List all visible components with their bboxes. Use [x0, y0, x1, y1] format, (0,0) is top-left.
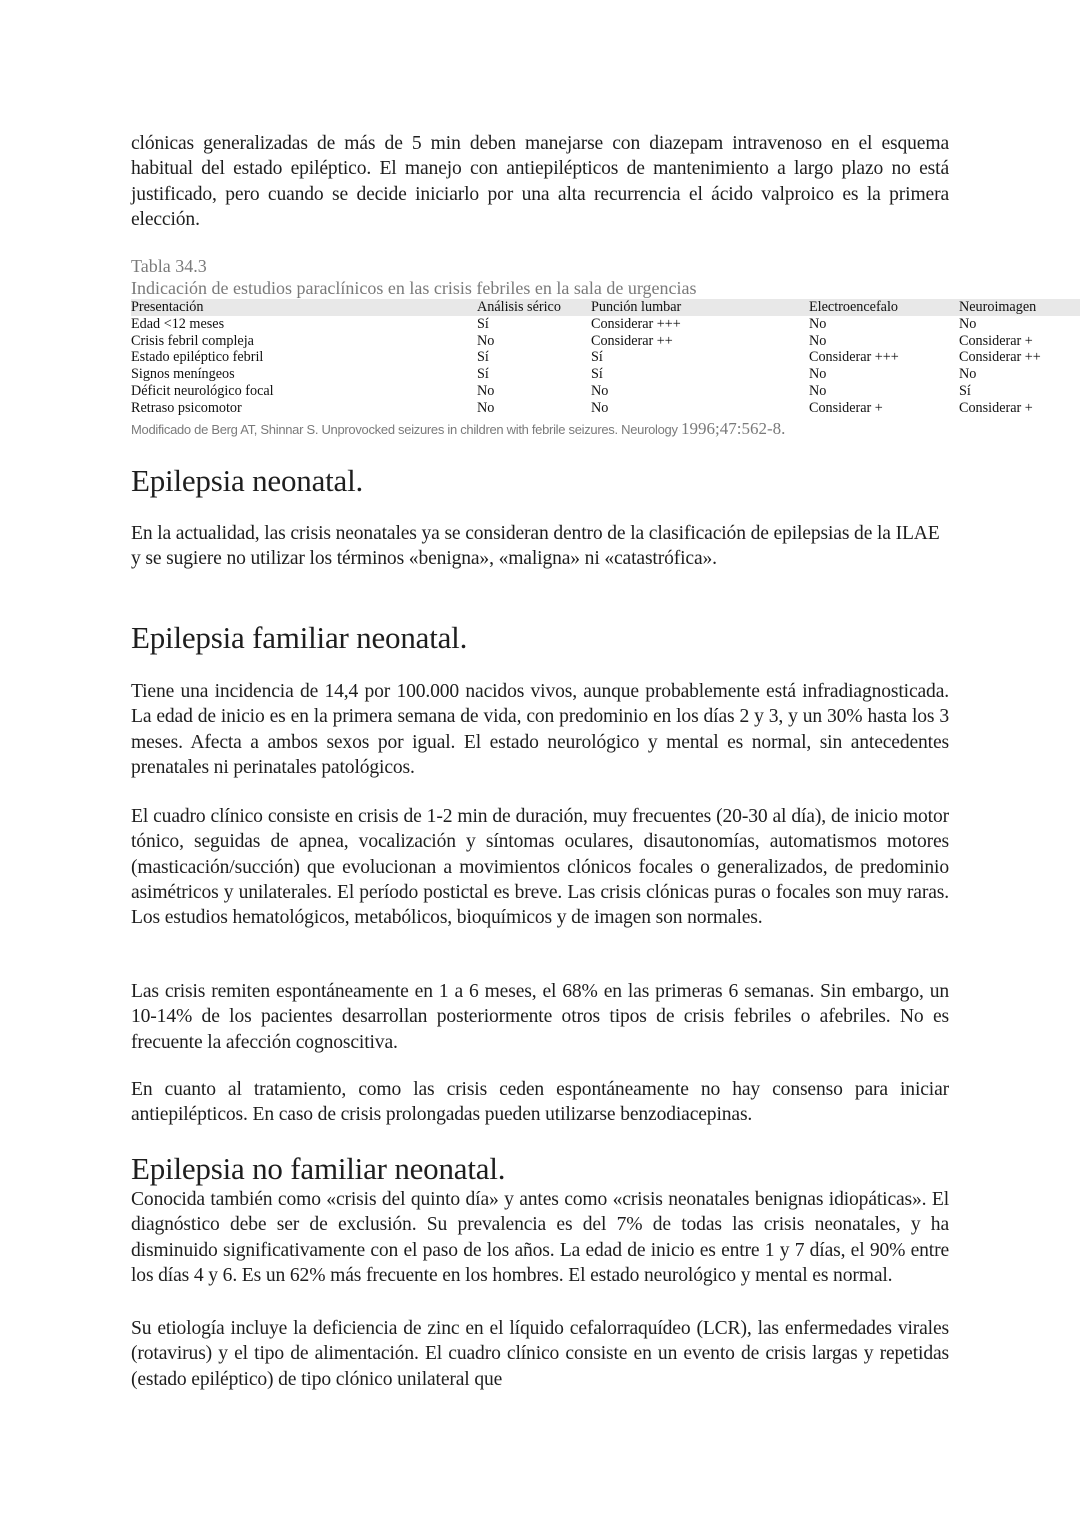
table-cell: No — [959, 366, 977, 383]
section-heading-epilepsia-familiar-neonatal: Epilepsia familiar neonatal. — [131, 620, 468, 655]
table-cell: Considerar + — [809, 399, 883, 416]
table-cell: Sí — [959, 382, 971, 399]
table-cell: Estado epiléptico febril — [131, 349, 264, 366]
table-title: Indicación de estudios paraclínicos en las crisis febriles en la sala de urgencias — [131, 278, 697, 298]
paraclinic-table-container — [131, 299, 1080, 417]
table-cell: Signos meníngeos — [131, 366, 235, 383]
section-paragraph: El cuadro clínico consiste en crisis de 1-2 min de duración, muy frecuentes (20-30 al día), de inicio motor tónico, seguidas de apnea, vocalización y síntomas oculares, disautonomías, automatismos motores (masticación/succión) que evolucionan a movimientos clónicos focales o generalizados, de predominio asimétricos y unilaterales. El período postictal es breve. Las crisis clónicas puras o focales son muy raras. Los estudios hematológicos, metabólicos, bioquímicos y de imagen son normales. — [131, 806, 949, 929]
column-header: Punción lumbar — [591, 299, 682, 315]
table-cell: Considerar +++ — [591, 315, 681, 332]
table-cell: Considerar + — [959, 399, 1033, 416]
section-heading-epilepsia-neonatal: Epilepsia neonatal. — [131, 463, 364, 498]
section-paragraph: Su etiología incluye la deficiencia de zinc en el líquido cefalorraquídeo (LCR), las enfermedades virales (rotavirus) y el tipo de alimentación. El cuadro clínico consiste en un evento de crisis largas y repetidas (estado epiléptico) de tipo clónico unilateral que — [131, 1318, 949, 1390]
table-label: Tabla 34.3 — [131, 256, 207, 276]
table-cell: No — [809, 382, 827, 399]
table-cell: Crisis febril compleja — [131, 332, 254, 349]
table-cell: Edad <12 meses — [131, 315, 225, 332]
intro-paragraph: clónicas generalizadas de más de 5 min deben manejarse con diazepam intravenoso en el esquema habitual del estado epiléptico. El manejo con antiepilépticos de mantenimiento a largo plazo no está justificado, pero cuando se decide iniciarlo por una alta recurrencia el ácido valproico es la primera elección. — [131, 133, 949, 230]
section-paragraph: Tiene una incidencia de 14,4 por 100.000 nacidos vivos, aunque probablemente está infradiagnosticada. La edad de inicio es en la primera semana de vida, con predominio en los días 2 y 3, y un 30% hasta los 3 meses. Afecta a ambos sexos por igual. El estado neurológico y mental es normal, sin antecedentes prenatales ni perinatales patológicos. — [131, 681, 949, 778]
table-cell: Sí — [591, 366, 603, 383]
table-cell: Sí — [591, 349, 603, 366]
source-text: Modificado de Berg AT, Shinnar S. Unprovocked seizures in children with febrile seizures. Neurology — [131, 422, 681, 437]
table-cell: No — [477, 382, 495, 399]
table-cell: Considerar ++ — [591, 332, 673, 349]
table-cell: No — [809, 315, 827, 332]
table-row — [131, 400, 1080, 417]
column-header: Neuroimagen — [959, 299, 1037, 315]
section-heading-epilepsia-no-familiar-neonatal: Epilepsia no familiar neonatal. — [131, 1151, 506, 1186]
table-cell: Considerar ++ — [959, 349, 1041, 366]
table-cell: No — [809, 332, 827, 349]
table-cell: No — [591, 399, 609, 416]
table-cell: Sí — [477, 349, 489, 366]
table-source-note — [131, 419, 785, 439]
table-cell: Sí — [477, 366, 489, 383]
table-row — [131, 349, 1080, 366]
table-cell: No — [477, 399, 495, 416]
table-row — [131, 316, 1080, 333]
table-row — [131, 383, 1080, 400]
column-header: Análisis sérico — [477, 299, 561, 315]
section-paragraph: Conocida también como «crisis del quinto día» y antes como «crisis neonatales benignas idiopáticas». El diagnóstico debe ser de exclusión. Su prevalencia es del 7% de todas las crisis neonatales, y ha disminuido significativamente con el paso de los años. La edad de inicio es entre 1 y 7 días, el 90% entre los días 4 y 6. Es un 62% más frecuente en los hombres. El estado neurológico y mental es normal. — [131, 1189, 949, 1286]
table-cell: No — [591, 382, 609, 399]
table-cell: No — [959, 315, 977, 332]
section-paragraph: Las crisis remiten espontáneamente en 1 a 6 meses, el 68% en las primeras 6 semanas. Sin embargo, un 10-14% de los pacientes desarrollan posteriormente otros tipos de crisis febriles o afebriles. No es frecuente la afección cognoscitiva. — [131, 981, 949, 1053]
section-paragraph: En la actualidad, las crisis neonatales ya se consideran dentro de la clasificación de epilepsias de la ILAE y se sugiere no utilizar los términos «benigna», «maligna» ni «catastrófica». — [131, 523, 940, 570]
source-citation: 1996;47:562-8. — [681, 419, 786, 438]
table-row — [131, 366, 1080, 383]
table-header-row — [131, 299, 1080, 316]
paraclinic-table — [131, 299, 1080, 417]
table-cell: Déficit neurológico focal — [131, 382, 274, 399]
table-cell: Sí — [477, 315, 489, 332]
table-cell: No — [477, 332, 495, 349]
column-header: Electroencefalo — [809, 299, 899, 315]
table-cell: Considerar +++ — [809, 349, 899, 366]
table-cell: Retraso psicomotor — [131, 399, 242, 416]
table-row — [131, 333, 1080, 350]
column-header: Presentación — [131, 299, 204, 315]
section-paragraph: En cuanto al tratamiento, como las crisis ceden espontáneamente no hay consenso para iniciar antiepilépticos. En caso de crisis prolongadas pueden utilizarse benzodiacepinas. — [131, 1079, 949, 1126]
table-cell: No — [809, 366, 827, 383]
table-cell: Considerar + — [959, 332, 1033, 349]
